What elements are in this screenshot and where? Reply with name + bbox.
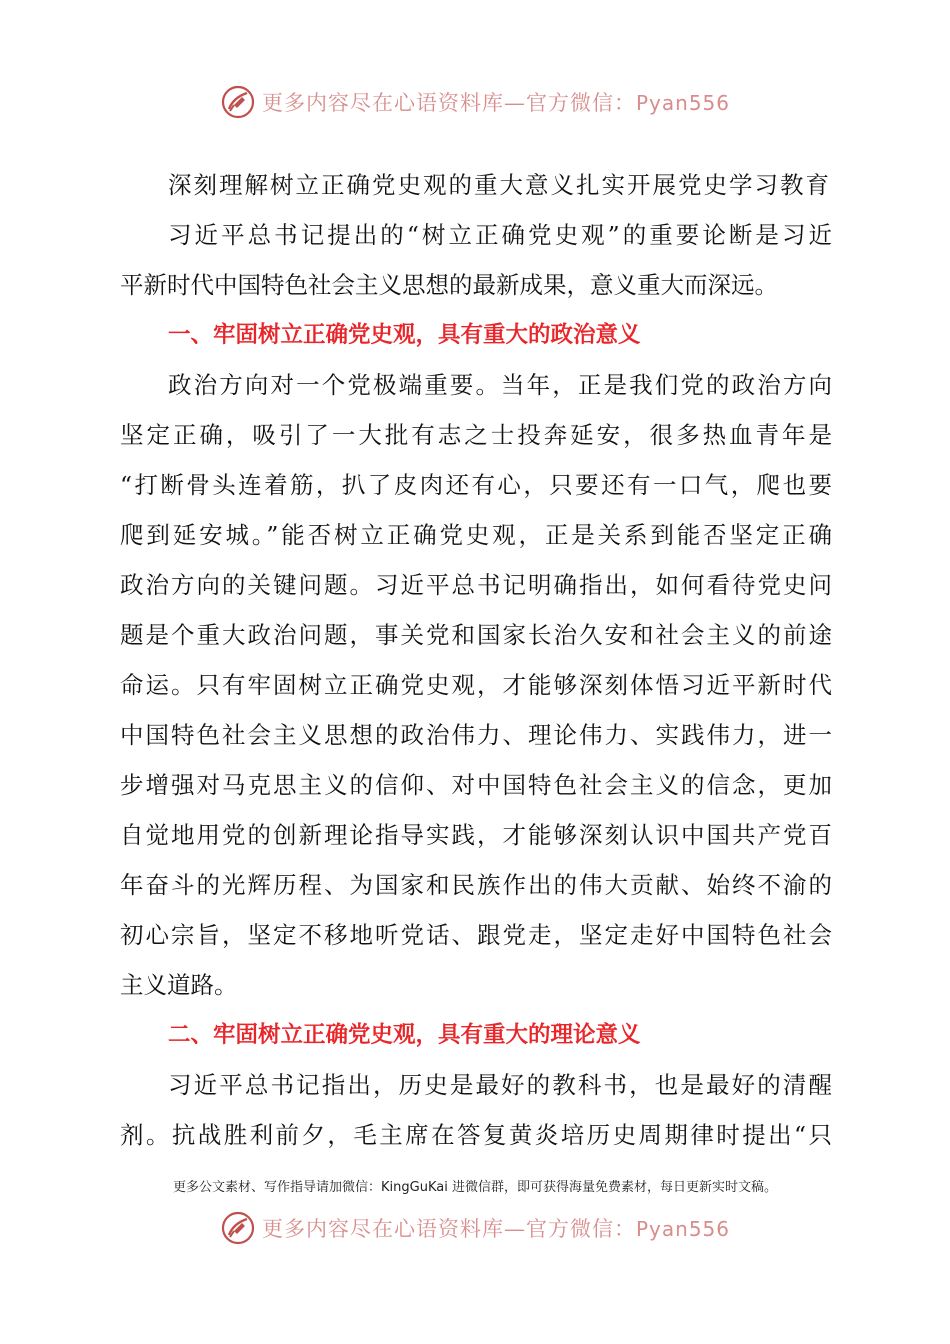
intro-line: 平新时代中国特色社会主义思想的最新成果，意义重大而深远。 [120, 271, 778, 299]
document-title: 深刻理解树立正确党史观的重大意义扎实开展党史学习教育 [168, 171, 831, 199]
pen-heart-logo-icon [220, 84, 256, 120]
intro-line: 习近平总书记提出的“树立正确党史观”的重要论断是习近 [168, 221, 832, 249]
paragraph-line: 步增强对马克思主义的信仰、对中国特色社会主义的信念，更加 [120, 771, 832, 799]
paragraph-line: 题是个重大政治问题，事关党和国家长治久安和社会主义的前途 [120, 621, 832, 649]
banner-text [262, 1213, 730, 1243]
paragraph-line: 命运。只有牢固树立正确党史观，才能够深刻体悟习近平新时代 [120, 671, 832, 699]
paragraph-line: 政治方向的关键问题。习近平总书记明确指出，如何看待党史问 [120, 571, 832, 599]
bottom-banner [0, 1210, 950, 1246]
banner-wechat-id: Pyan556 [635, 91, 730, 115]
paragraph-line: 中国特色社会主义思想的政治伟力、理论伟力、实践伟力，进一 [120, 721, 832, 749]
top-banner [0, 84, 950, 120]
paragraph-line: 政治方向对一个党极端重要。当年，正是我们党的政治方向 [168, 371, 832, 399]
footer-note: 更多公文素材、写作指导请加微信：KingGuKai 进微信群，即可获得海量免费素材，每日更新实时文稿。 [173, 1180, 777, 1195]
paragraph-line: 剂。抗战胜利前夕，毛主席在答复黄炎培历史周期律时提出“只 [120, 1121, 832, 1149]
document-body [120, 160, 832, 1160]
banner-wechat-id: Pyan556 [635, 1217, 730, 1241]
banner-slogan: 更多内容尽在心语资料库—官方微信： [261, 1217, 636, 1241]
banner-text [262, 87, 730, 117]
banner-slogan: 更多内容尽在心语资料库—官方微信： [261, 91, 636, 115]
paragraph-line: 主义道路。 [120, 971, 238, 999]
section-heading-2: 二、牢固树立正确党史观，具有重大的理论意义 [168, 1022, 641, 1048]
paragraph-line: 初心宗旨，坚定不移地听党话、跟党走，坚定走好中国特色社会 [120, 921, 832, 949]
paragraph-line: 爬到延安城。”能否树立正确党史观，正是关系到能否坚定正确 [120, 521, 832, 549]
pen-heart-logo-icon [220, 1210, 256, 1246]
paragraph-line: “打断骨头连着筋，扒了皮肉还有心，只要还有一口气，爬也要 [120, 471, 832, 499]
paragraph-line: 自觉地用党的创新理论指导实践，才能够深刻认识中国共产党百 [120, 821, 832, 849]
paragraph-line: 年奋斗的光辉历程、为国家和民族作出的伟大贡献、始终不渝的 [120, 871, 832, 899]
section-heading-1: 一、牢固树立正确党史观，具有重大的政治意义 [168, 322, 641, 348]
paragraph-line: 习近平总书记指出，历史是最好的教科书，也是最好的清醒 [168, 1071, 832, 1099]
paragraph-line: 坚定正确，吸引了一大批有志之士投奔延安，很多热血青年是 [120, 421, 832, 449]
